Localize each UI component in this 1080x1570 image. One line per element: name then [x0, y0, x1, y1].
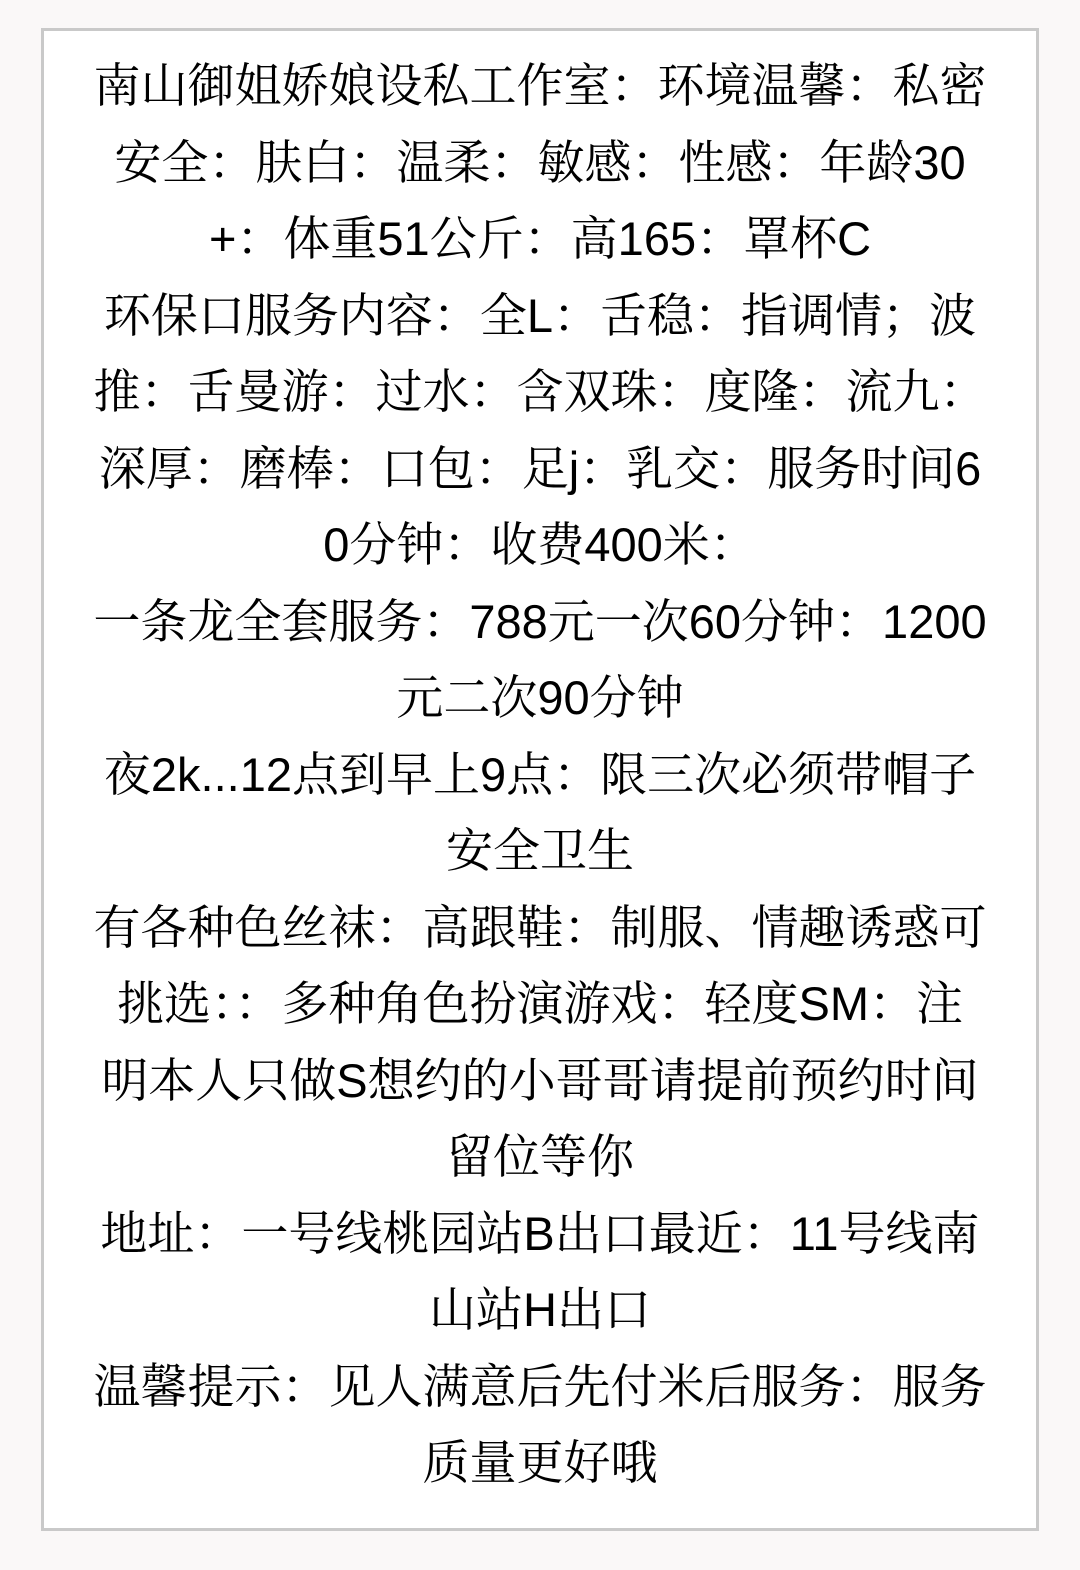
text-line: 0分钟：收费400米： [323, 518, 757, 571]
text-line: 元二次90分钟 [396, 671, 684, 724]
text-line: 安全卫生 [446, 824, 634, 877]
text-line: 留位等你 [446, 1130, 634, 1183]
text-line: 南山御姐娇娘设私工作室：环境温馨：私密 [93, 59, 987, 112]
text-line: 环保口服务内容：全L：舌稳：指调情；波 [103, 288, 977, 342]
text-line: 明本人只做S想约的小哥哥请提前预约时间 [101, 1053, 979, 1107]
text-line: 推：舌曼游：过水：含双珠：度隆：流九： [93, 365, 987, 418]
text-line: 质量更好哦 [422, 1436, 658, 1489]
text-line: 夜2k...12点到早上9点：限三次必须带帽子 [103, 747, 977, 801]
text-line: 深厚：磨棒：口包：足j：乳交：服务时间6 [98, 441, 982, 495]
ad-text-block [44, 31, 1036, 1502]
text-card [41, 28, 1039, 1531]
text-line: 安全：肤白：温柔：敏感：性感：年龄30 [114, 135, 966, 189]
text-line: 挑选：：多种角色扮演游戏：轻度SM：注 [117, 977, 963, 1030]
text-line: 有各种色丝袜：高跟鞋：制服、情趣诱惑可 [93, 900, 987, 954]
text-line: 温馨提示：见人满意后先付米后服务：服务 [93, 1359, 987, 1413]
text-line: 一条龙全套服务：788元一次60分钟：1200 [93, 594, 987, 648]
text-line: 山站H出口 [429, 1283, 651, 1336]
text-line: 地址：一号线桃园站B出口最近：11号线南 [100, 1206, 980, 1260]
text-line: +：体重51公斤：高165：罩杯C [208, 212, 872, 265]
